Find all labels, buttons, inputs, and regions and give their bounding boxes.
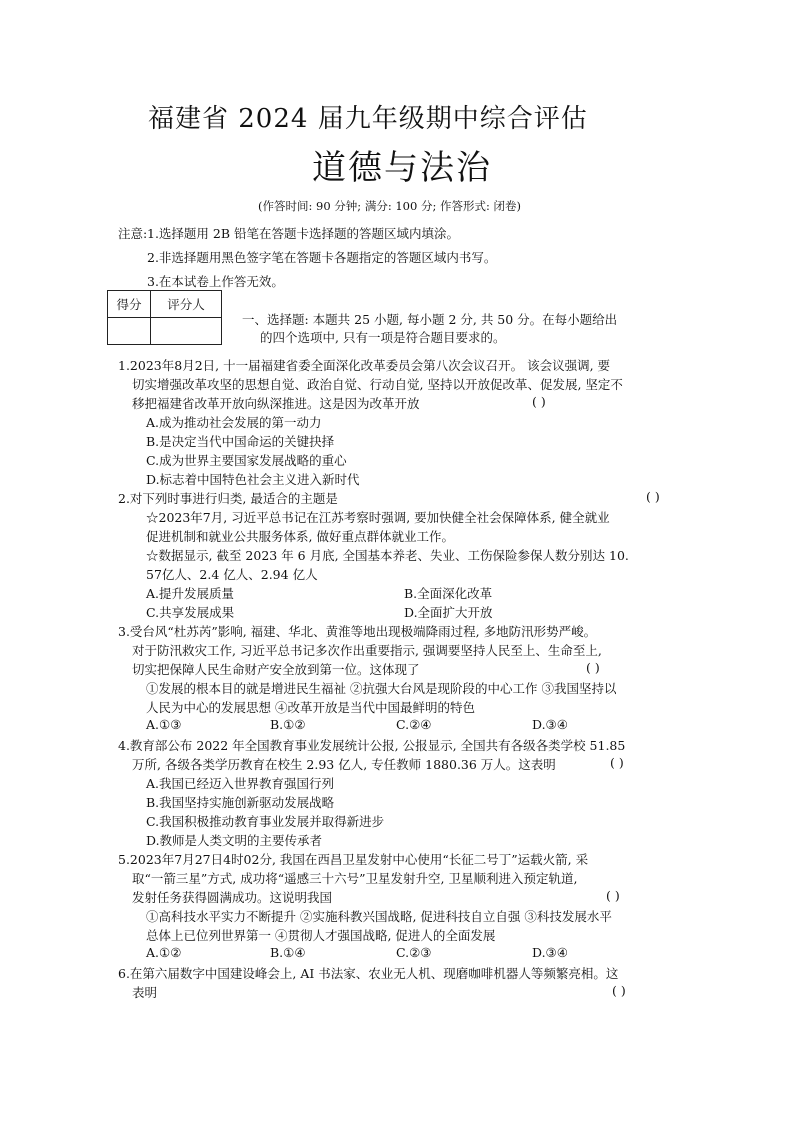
exam-meta: (作答时间: 90 分钟; 满分: 100 分; 作答形式: 闭卷) <box>258 199 522 213</box>
q4-option-c: C.我国积极推动教育事业发展并取得新进步 <box>146 814 385 829</box>
q3-statements-1: ①发展的根本目的就是增进民生福祉 ②抗强大台风是现阶段的中心工作 ③我国坚持以 <box>146 681 617 696</box>
subject-title: 道德与法治 <box>312 148 492 188</box>
q2-stem: 2.对下列时事进行归类, 最适合的主题是 <box>118 491 338 506</box>
q5-option-a: A.①② <box>146 945 182 960</box>
q5-option-d: D.③④ <box>532 945 568 960</box>
q1-stem-3: 移把福建省改革开放向纵深推进。这是因为改革开放 <box>132 396 420 411</box>
score-table <box>107 290 222 345</box>
q2-option-c: C.共享发展成果 <box>146 605 235 620</box>
q3-option-a: A.①③ <box>146 717 182 732</box>
q3-option-c: C.②④ <box>396 717 432 732</box>
note-item-3: 3.在本试卷上作答无效。 <box>147 274 284 289</box>
q3-answer-paren: ( ) <box>586 660 600 675</box>
notes-prefix: 注意: <box>118 226 148 241</box>
section-instructions-1: 一、选择题: 本题共 25 小题, 每小题 2 分, 共 50 分。在每小题给出 <box>242 312 618 327</box>
note-item-2: 2.非选择题用黑色签字笔在答题卡各题指定的答题区域内书写。 <box>147 250 497 265</box>
q1-answer-paren: ( ) <box>532 394 546 409</box>
q6-answer-paren: ( ) <box>612 983 626 998</box>
q3-stem-1: 3.受台风“杜苏芮”影响, 福建、华北、黄淮等地出现极端降雨过程, 多地防汛形势严峻。 <box>118 624 597 639</box>
q3-stem-3: 切实把保障人民生命财产安全放到第一位。这体现了 <box>132 662 420 677</box>
score-cell <box>108 318 151 345</box>
section-instructions-2: 的四个选项中, 只有一项是符合题目要求的。 <box>260 330 506 345</box>
q3-statements-2: 人民为中心的发展思想 ④改革开放是当代中国最鲜明的特色 <box>146 700 475 715</box>
q2-material-1a: ☆2023年7月, 习近平总书记在江苏考察时强调, 要加快健全社会保障体系, 健全就业 <box>146 510 610 525</box>
q5-stem-1: 5.2023年7月27日4时02分, 我国在西昌卫星发射中心使用“长征二号丁”运载火箭, 采 <box>118 852 589 867</box>
q4-stem-1: 4.教育部公布 2022 年全国教育事业发展统计公报, 公报显示, 全国共有各级各类学校 51.85 <box>118 738 626 753</box>
q6-stem-1: 6.在第六届数字中国建设峰会上, AI 书法家、农业无人机、现磨咖啡机器人等频繁亮相。这 <box>118 966 619 981</box>
q6-stem-2: 表明 <box>132 985 158 1000</box>
q3-option-b: B.①② <box>270 717 306 732</box>
q1-option-c: C.成为世界主要国家发展战略的重心 <box>146 453 347 468</box>
q3-option-d: D.③④ <box>532 717 568 732</box>
grader-cell <box>151 318 222 345</box>
q3-stem-2: 对于防汛救灾工作, 习近平总书记多次作出重要指示, 强调要坚持人民至上、生命至上, <box>132 643 602 658</box>
q2-material-1b: 促进机制和就业公共服务体系, 做好重点群体就业工作。 <box>146 529 454 544</box>
q5-option-b: B.①④ <box>270 945 306 960</box>
note-item-1: 1.选择题用 2B 铅笔在答题卡选择题的答题区域内填涂。 <box>147 226 460 241</box>
q1-option-a: A.成为推动社会发展的第一动力 <box>146 415 322 430</box>
q1-stem-2: 切实增强改革攻坚的思想自觉、政治自觉、行动自觉, 坚持以开放促改革、促发展, 坚定不 <box>132 377 623 392</box>
q4-answer-paren: ( ) <box>610 755 624 770</box>
q2-material-2b: 57亿人、2.4 亿人、2.94 亿人 <box>146 567 318 582</box>
q1-stem-1: 1.2023年8月2日, 十一届福建省委全面深化改革委员会第八次会议召开。 该会议强调, 要 <box>118 358 611 373</box>
score-label: 得分 <box>108 291 151 318</box>
q1-option-b: B.是决定当代中国命运的关键抉择 <box>146 434 335 449</box>
q4-option-d: D.教师是人类文明的主要传承者 <box>146 833 323 848</box>
q5-option-c: C.②③ <box>396 945 432 960</box>
q5-statements-1: ①高科技水平实力不断提升 ②实施科教兴国战略, 促进科技自立自强 ③科技发展水平 <box>146 909 612 924</box>
q2-answer-paren: ( ) <box>646 489 660 504</box>
q4-option-a: A.我国已经迈入世界教育强国行列 <box>146 776 335 791</box>
q2-material-2a: ☆数据显示, 截至 2023 年 6 月底, 全国基本养老、失业、工伤保险参保人数分别达 10. <box>146 548 629 563</box>
q2-option-b: B.全面深化改革 <box>404 586 493 601</box>
q5-statements-2: 总体上已位列世界第一 ④贯彻人才强国战略, 促进人的全面发展 <box>146 928 496 943</box>
q2-option-a: A.提升发展质量 <box>146 586 235 601</box>
q5-stem-2: 取“一箭三星”方式, 成功将“遥感三十六号”卫星发射升空, 卫星顺利进入预定轨道, <box>132 871 578 886</box>
q5-stem-3: 发射任务获得圆满成功。这说明我国 <box>132 890 333 905</box>
q4-option-b: B.我国坚持实施创新驱动发展战略 <box>146 795 335 810</box>
q5-answer-paren: ( ) <box>606 888 620 903</box>
q1-option-d: D.标志着中国特色社会主义进入新时代 <box>146 472 360 487</box>
grader-label: 评分人 <box>151 291 222 318</box>
q2-option-d: D.全面扩大开放 <box>404 605 493 620</box>
exam-title: 福建省 2024 届九年级期中综合评估 <box>148 104 588 134</box>
q4-stem-2: 万所, 各级各类学历教育在校生 2.93 亿人, 专任教师 1880.36 万人。这表明 <box>132 757 556 772</box>
